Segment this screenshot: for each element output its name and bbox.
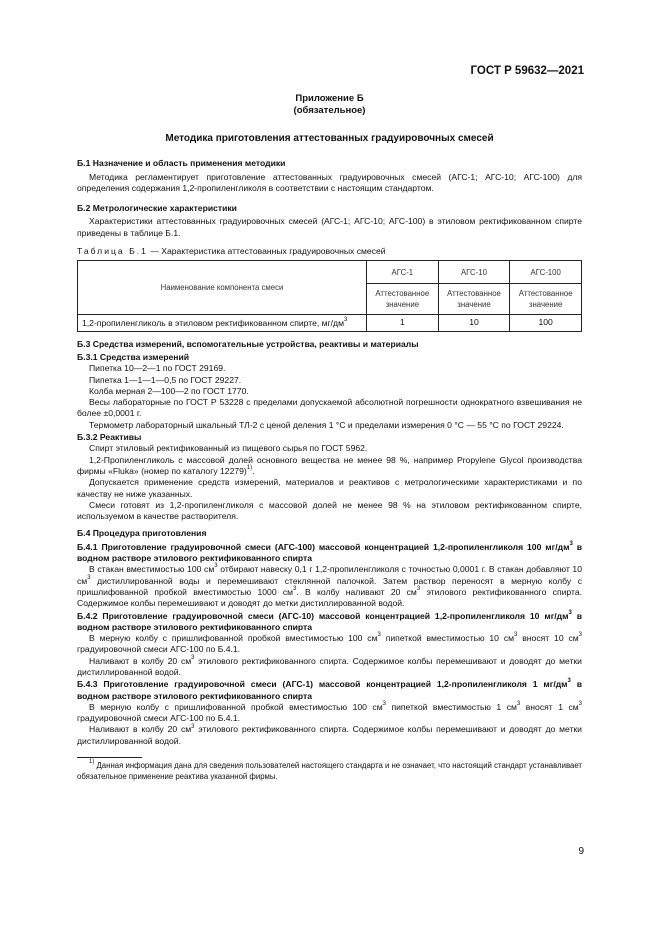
table-header-col: АГС-100 bbox=[510, 261, 582, 284]
pipette-1: Пипетка 10—2—1 по ГОСТ 29169. bbox=[89, 363, 226, 374]
alcohol: Спирт этиловый ректификованный из пищевого сырья по ГОСТ 5962. bbox=[89, 443, 368, 454]
section-b3-title: Б.3 Средства измерений, вспомогательные устройства, реактивы и материалы bbox=[77, 338, 419, 349]
table-cell: 100 bbox=[510, 315, 582, 331]
table-cell: 10 bbox=[438, 315, 510, 331]
footnote-divider bbox=[77, 757, 142, 758]
table-cell: 1 bbox=[367, 315, 439, 331]
section-b41-title: Б.4.1 Приготовление градуировочной смеси (АГС-100) массовой концентрацией 1,2-пропиленгликоля 100 $мг/дм^3$ в водном растворе этилового ректификованного спирта bbox=[77, 540, 582, 564]
section-b41-text: В стакан вместимостью 100 $см^3$ отбирают навеску 0,1 г 1,2-пропиленгликоля с точностью 0,0001 г. В стакан добавляют 10 $см^3$ дистиллированной воды и перемешивают стеклянной палочкой. Затем раствор переносят в мерную колбу с пришлифованной пробкой вместимостью 1000 $см^3$. В колбу наливают 20 $см^3$ этилового ректификованного спирта. Содержимое колбы перемешивают и доводят до метки дистиллированной водой. bbox=[77, 563, 582, 609]
table-header-name: Наименование компонента смеси bbox=[78, 261, 367, 315]
standard-number: ГОСТ Р 59632—2021 bbox=[470, 65, 584, 77]
section-b42-text-2: Наливают в колбу 20 $см^3$ этилового ректификованного спирта. Содержимое колбы перемешивают и доводят до метки дистиллированной водой. bbox=[77, 654, 582, 677]
table-subheader: Аттестованное значение bbox=[510, 284, 582, 315]
section-b1-text: Методика регламентирует приготовление аттестованных градуировочных смесей (АГС-1; АГС-10; АГС-100) для определения содержания 1,2-пропиленгликоля в соответствии с настоящим стандартом. bbox=[77, 171, 582, 193]
section-b2-text: Характеристики аттестованных градуировочных смесей (АГС-1; АГС-10; АГС-100) в этиловом ректификованном спирте приведены в таблице Б.1. bbox=[77, 216, 582, 238]
thermometer: Термометр лабораторный шкальный ТЛ-2 с ценой деления 1 °С и пределами измерения 0 °С — 55 °С по ГОСТ 29224. bbox=[89, 419, 564, 430]
page-content bbox=[77, 93, 582, 782]
section-b4-title: Б.4 Процедура приготовления bbox=[77, 528, 207, 539]
table-header-col: АГС-1 bbox=[367, 261, 439, 284]
flask: Колба мерная 2—100—2 по ГОСТ 1770. bbox=[89, 385, 249, 396]
section-b43-text-1: В мерную колбу с пришлифованной пробкой вместимостью 100 $см^3$ пипеткой вместимостью 1 $см^3$ вносят 1 $см^3$ градуировочной смеси АГС-100 по Б.4.1. bbox=[77, 701, 583, 724]
scales: Весы лабораторные по ГОСТ Р 53228 с пределами допускаемой абсолютной погрешности однократного взвешивания не более ±0,0001 г. bbox=[77, 397, 582, 419]
method-title: Методика приготовления аттестованных градуировочных смесей bbox=[165, 133, 494, 144]
table-row-name: 1,2-пропиленгликоль в этиловом ректификованном спирте, $мг/дм^3$ bbox=[78, 315, 367, 331]
table-caption: Таблица Б.1 — Характеристика аттестованных градуировочных смесей bbox=[77, 246, 386, 257]
footnote: $^{1)}$ Данная информация дана для сведения пользователей настоящего стандарта и не означает, что настоящий стандарт устанавливает обязательное применение реактива указанной фирмы. bbox=[77, 759, 582, 781]
section-b32-title: Б.3.2 Реактивы bbox=[77, 432, 142, 443]
section-b43-text-2: Наливают в колбу 20 $см^3$ этилового ректификованного спирта. Содержимое колбы перемешивают и доводят до метки дистиллированной водой. bbox=[77, 723, 582, 746]
section-b42-title: Б.4.2 Приготовление градуировочной смеси (АГС-10) массовой концентрацией 1,2-пропиленгликоля 10 $мг/дм^3$ в водном растворе этилового ректификованного спирта bbox=[77, 609, 582, 632]
table-subheader: Аттестованное значение bbox=[438, 284, 510, 315]
section-b1-title: Б.1 Назначение и область применения методики bbox=[77, 158, 286, 169]
section-b42-text-1: В мерную колбу с пришлифованной пробкой вместимостью 100 $см^3$ пипеткой вместимостью 10 $см^3$ вносят 10 $см^3$ градуировочной смеси АГС-100 по Б.4.1. bbox=[77, 632, 583, 655]
allowed-note: Допускается применение средств измерений, материалов и реактивов с метрологическими характеристиками и по качеству не ниже указанных. bbox=[77, 477, 582, 499]
appendix-title: Приложение Б bbox=[295, 93, 364, 104]
table-subheader: Аттестованное значение bbox=[367, 284, 439, 315]
mixtures-note: Смеси готовят из 1,2-пропиленгликоля с массовой долей не менее 98 % на этиловом ректификованном спирте, используемом в качестве растворителя. bbox=[77, 499, 582, 522]
section-b43-title: Б.4.3 Приготовление градуировочной смеси (АГС-1) массовой концентрацией 1,2-пропиленгликоля 1 $мг/дм^3$ в водном растворе этилового ректификованного спирта bbox=[77, 678, 583, 701]
table-b1 bbox=[77, 260, 582, 331]
page-number: 9 bbox=[578, 846, 584, 857]
appendix-status: (обязательное) bbox=[293, 105, 366, 116]
propylene-glycol: 1,2-Пропиленгликоль с массовой долей основного вещества не менее 98 %, например Propylene Glycol производства фирмы «Fluka» (номер по каталогу 12279)$^{1)}$. bbox=[77, 454, 582, 476]
section-b31-title: Б.3.1 Средства измерений bbox=[77, 351, 190, 362]
table-header-col: АГС-10 bbox=[438, 261, 510, 284]
pipette-2: Пипетка 1—1—1—0,5 по ГОСТ 29227. bbox=[89, 374, 242, 385]
section-b2-title: Б.2 Метрологические характеристики bbox=[77, 203, 237, 214]
